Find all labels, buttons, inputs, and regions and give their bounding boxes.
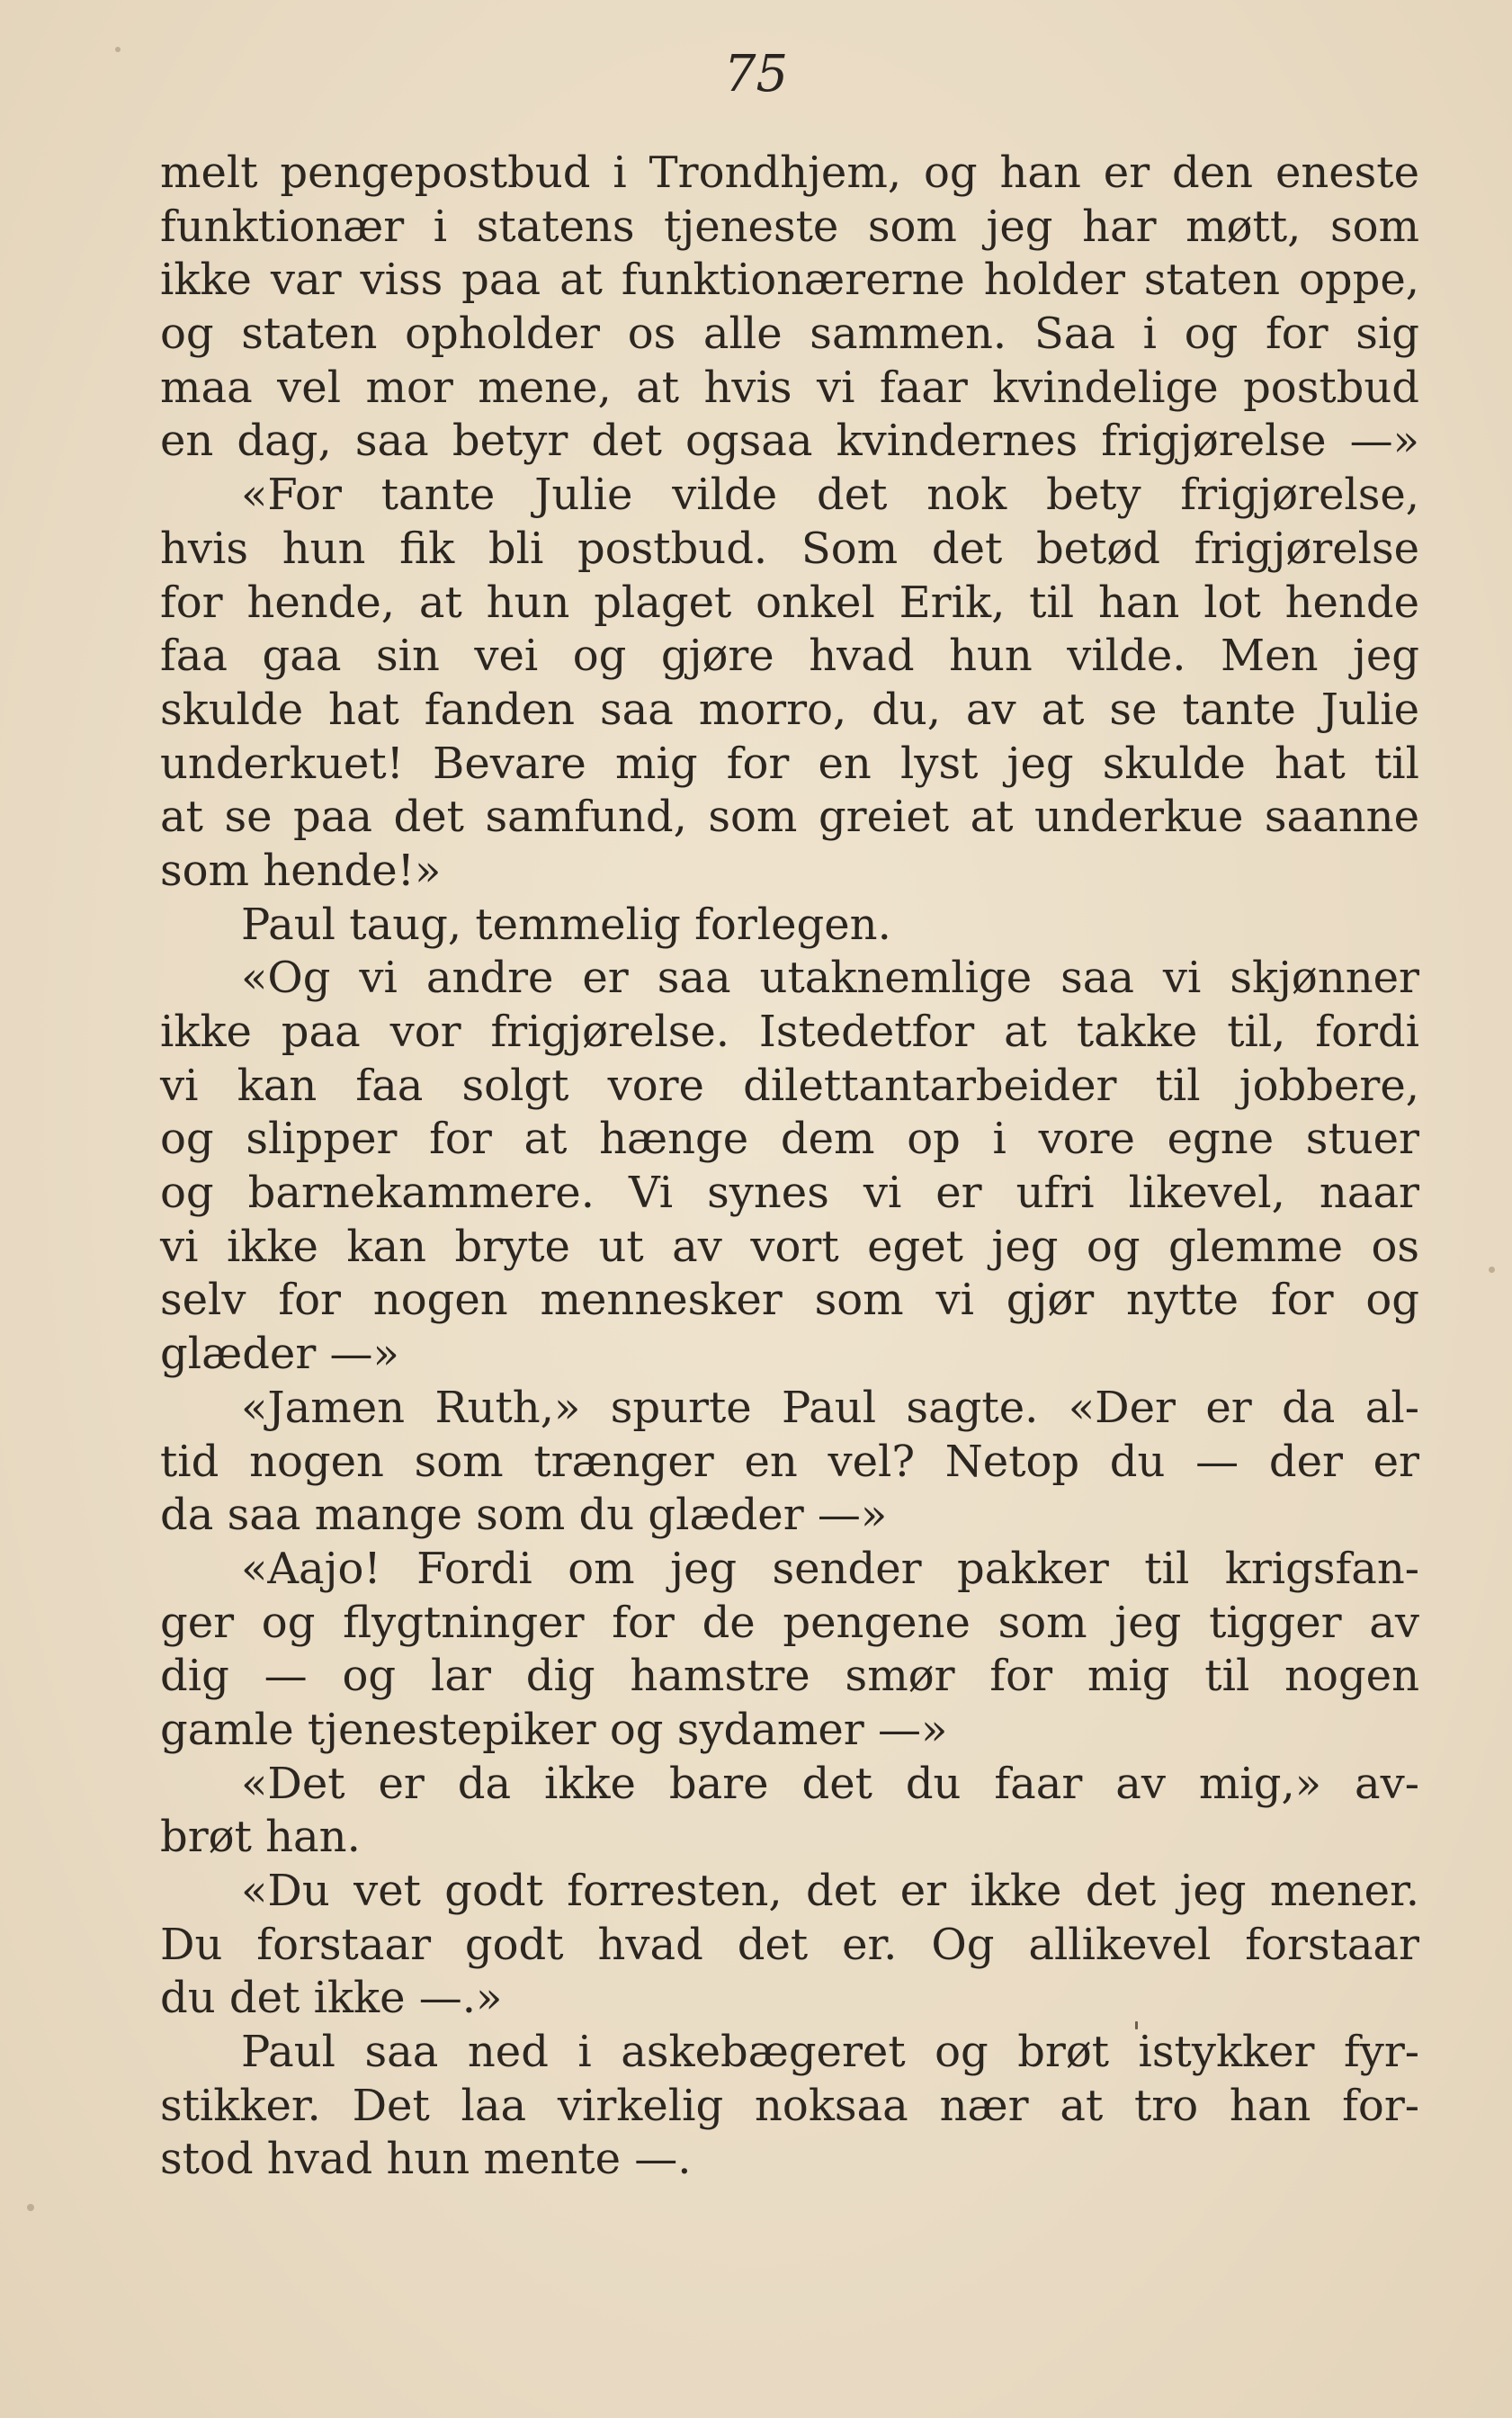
text-line: Du forstaar godt hvad det er. Og allikevel forstaar bbox=[160, 1919, 1419, 1970]
text-line: da saa mange som du glæder —» bbox=[160, 1490, 888, 1541]
text-line: underkuet! Bevare mig for en lyst jeg skulde hat til bbox=[160, 738, 1419, 789]
text-line: du det ikke —.» bbox=[160, 1973, 503, 2024]
text-line: brøt han. bbox=[160, 1812, 361, 1863]
paper-speck bbox=[1489, 1267, 1495, 1273]
text-line: stod hvad hun mente —. bbox=[160, 2134, 692, 2185]
text-line: Paul taug, temmelig forlegen. bbox=[241, 899, 891, 950]
text-line: vi kan faa solgt vore dilettantarbeider til jobbere, bbox=[160, 1060, 1419, 1111]
text-line: dig — og lar dig hamstre smør for mig til nogen bbox=[160, 1651, 1419, 1702]
text-line: ikke paa vor frigjørelse. Istedetfor at takke til, fordi bbox=[160, 1007, 1419, 1057]
text-line: glæder —» bbox=[160, 1329, 399, 1380]
text-line: og staten opholder os alle sammen. Saa i og for sig bbox=[160, 309, 1419, 360]
text-line: og barnekammere. Vi synes vi er ufri likevel, naar bbox=[160, 1168, 1419, 1219]
text-line: for hende, at hun plaget onkel Erik, til han lot hende bbox=[160, 577, 1419, 628]
text-line: og slipper for at hænge dem op i vore egne stuer bbox=[160, 1114, 1419, 1165]
text-line: «For tante Julie vilde det nok bety frigjørelse, bbox=[241, 470, 1419, 521]
text-line: vi ikke kan bryte ut av vort eget jeg og glemme os bbox=[160, 1221, 1419, 1272]
text-line: «Og vi andre er saa utaknemlige saa vi skjønner bbox=[241, 953, 1419, 1004]
text-line: melt pengepostbud i Trondhjem, og han er den eneste bbox=[160, 148, 1419, 198]
text-line: at se paa det samfund, som greiet at underkue saanne bbox=[160, 792, 1419, 843]
text-line: Paul saa ned i askebægeret og brøt istykker fyr- bbox=[241, 2027, 1419, 2078]
text-line: hvis hun fik bli postbud. Som det betød frigjørelse bbox=[160, 523, 1419, 574]
paper-speck bbox=[27, 2204, 34, 2211]
text-line: tid nogen som trænger en vel? Netop du — der er bbox=[160, 1436, 1419, 1487]
page-number: 75 bbox=[723, 45, 789, 103]
body-text bbox=[160, 147, 1419, 2187]
text-line: stikker. Det laa virkelig noksaa nær at tro han for- bbox=[160, 2080, 1419, 2131]
text-line: skulde hat fanden saa morro, du, av at se tante Julie bbox=[160, 684, 1419, 735]
text-line: funktionær i statens tjeneste som jeg har møtt, som bbox=[160, 201, 1419, 252]
text-line: ger og flygtninger for de pengene som jeg tigger av bbox=[160, 1597, 1419, 1648]
text-line: faa gaa sin vei og gjøre hvad hun vilde. Men jeg bbox=[160, 631, 1419, 682]
text-line: «Jamen Ruth,» spurte Paul sagte. «Der er da al- bbox=[241, 1382, 1419, 1433]
text-line: som hende!» bbox=[160, 845, 442, 896]
text-line: gamle tjenestepiker og sydamer —» bbox=[160, 1704, 948, 1755]
paper-speck bbox=[115, 47, 121, 52]
text-line: «Det er da ikke bare det du faar av mig,» av- bbox=[241, 1758, 1419, 1809]
text-line: selv for nogen mennesker som vi gjør nytte for og bbox=[160, 1275, 1419, 1326]
text-line: ikke var viss paa at funktionærerne holder staten oppe, bbox=[160, 255, 1419, 306]
text-line: «Du vet godt forresten, det er ikke det jeg mener. bbox=[241, 1866, 1419, 1916]
text-line: maa vel mor mene, at hvis vi faar kvindelige postbud bbox=[160, 362, 1419, 413]
text-line: en dag, saa betyr det ogsaa kvindernes frigjørelse —» bbox=[160, 416, 1419, 467]
text-line: «Aajo! Fordi om jeg sender pakker til krigsfan- bbox=[241, 1543, 1419, 1594]
